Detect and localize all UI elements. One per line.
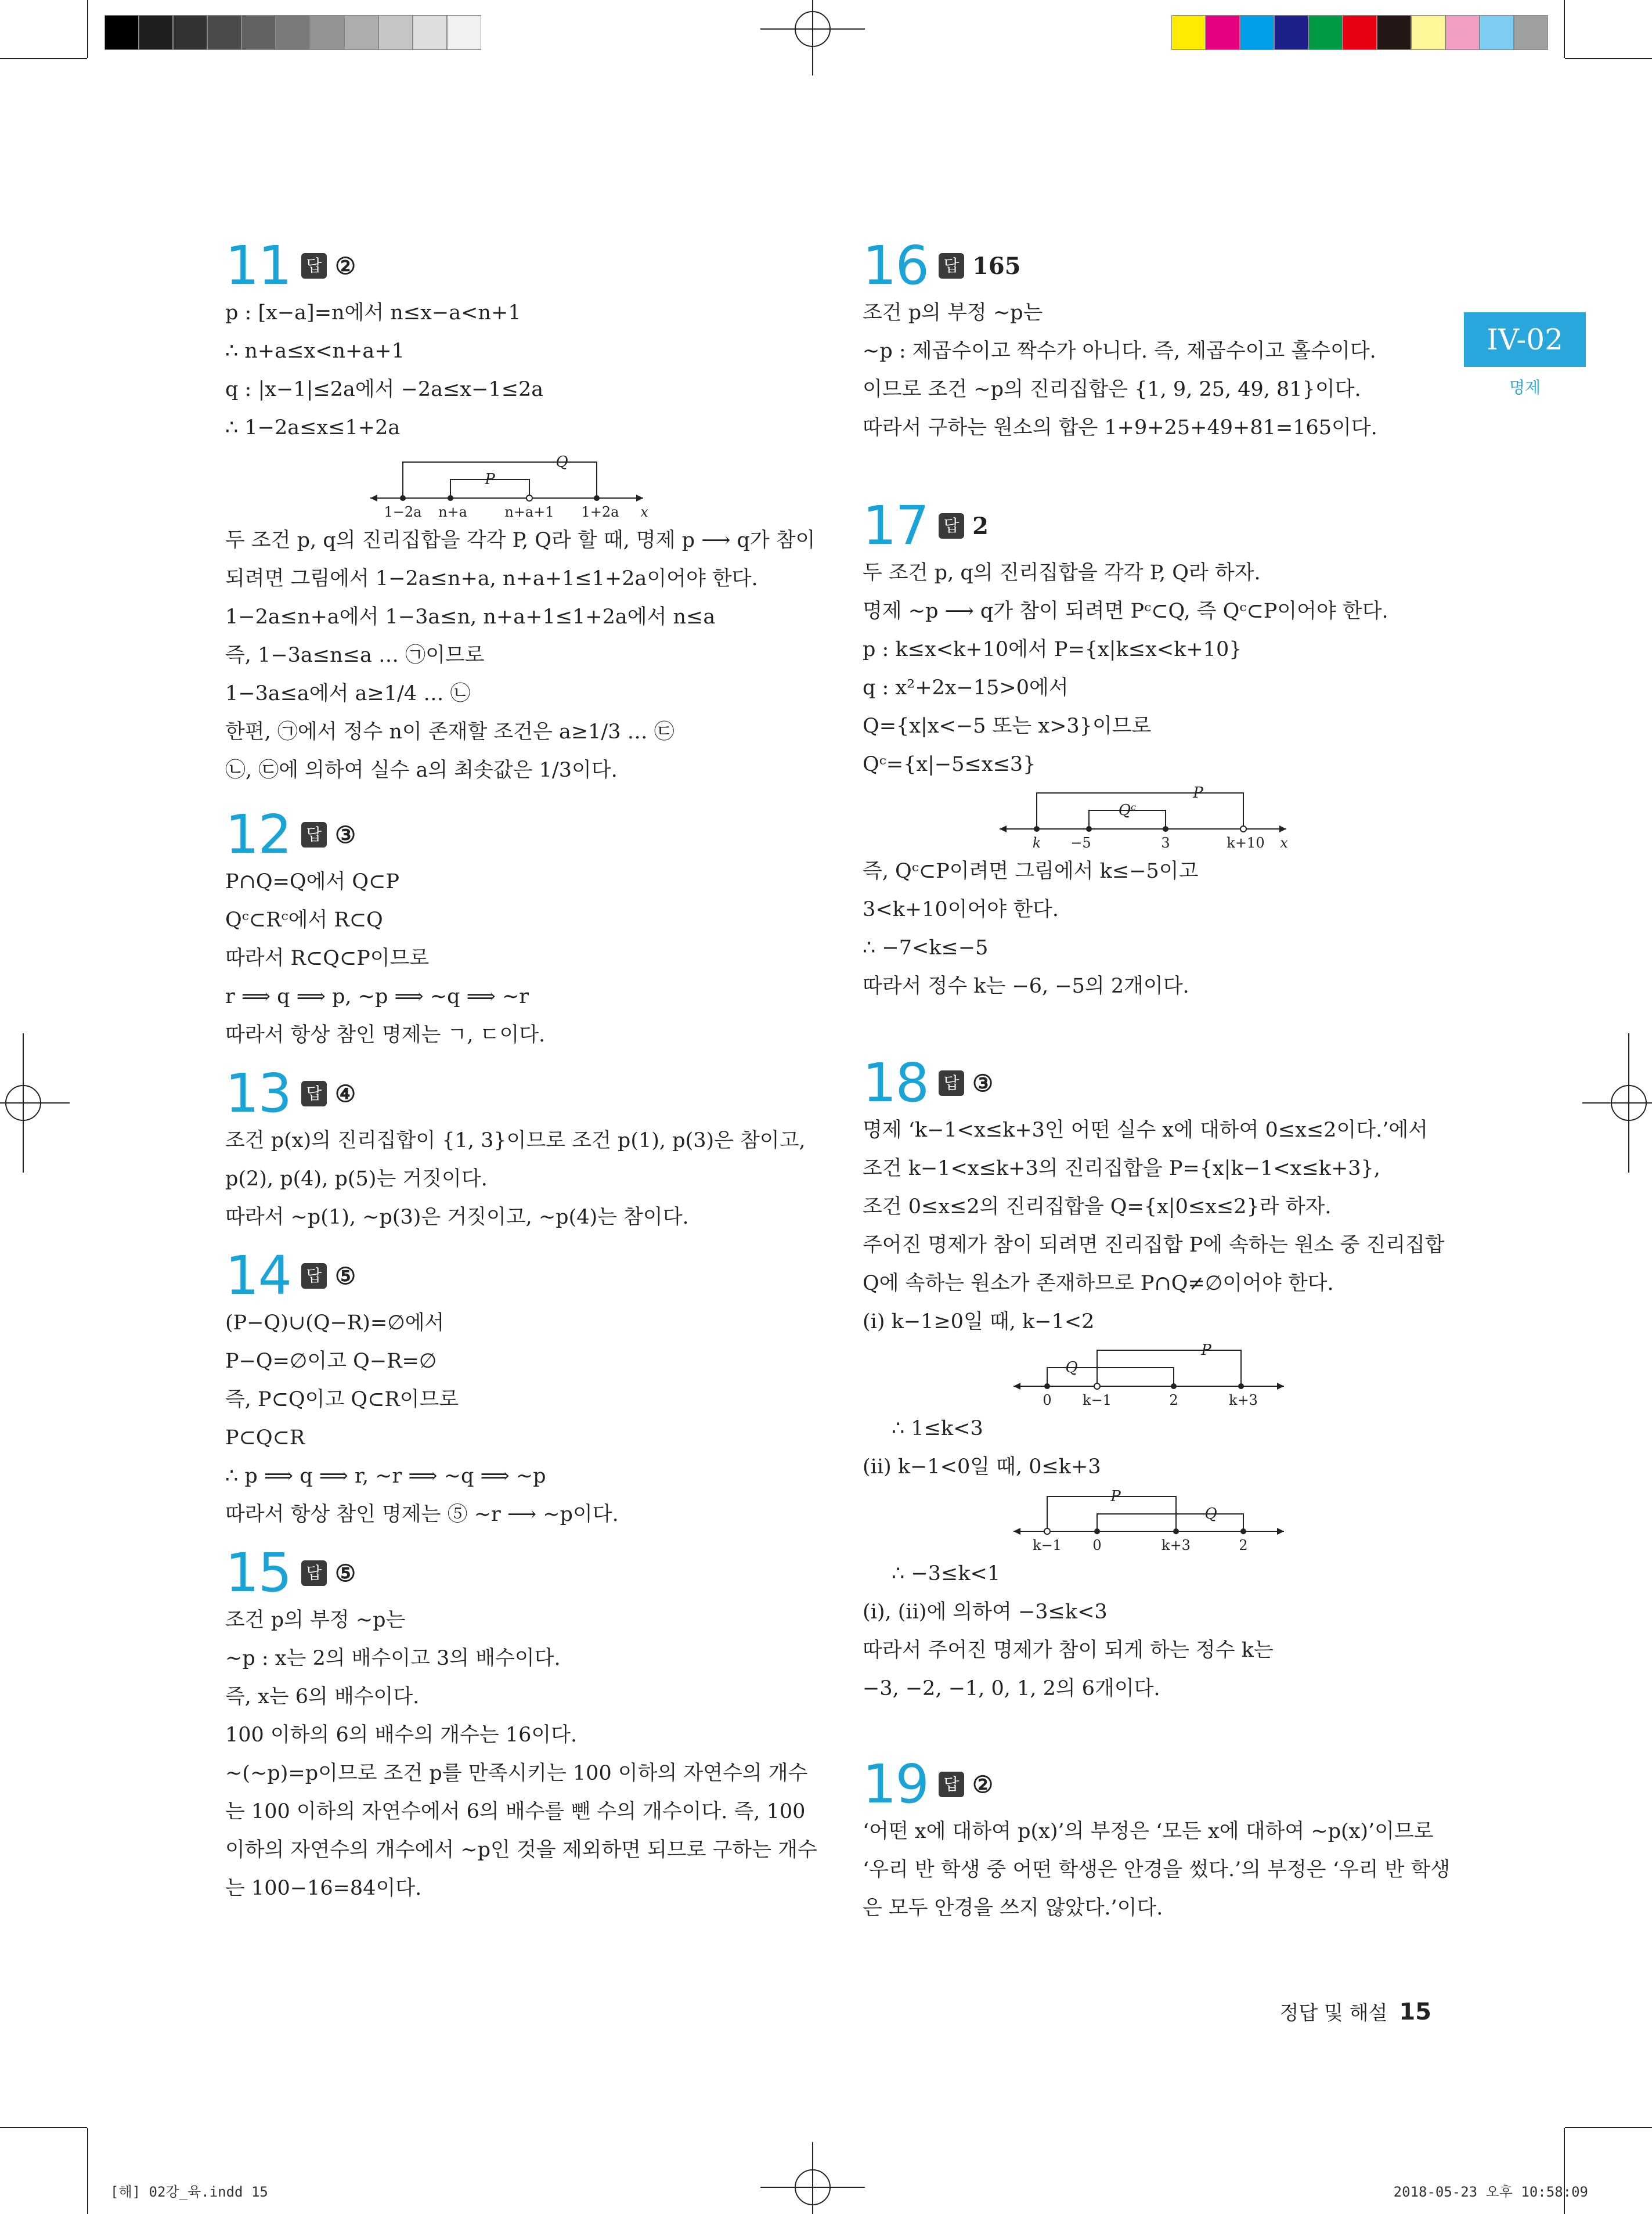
solution-line: 한편, ㉠에서 정수 n이 존재할 조건은 a≥1/3 … ㉢ [225,720,674,744]
problem-14 [225,1245,806,1534]
solution-line: ~p : 제곱수이고 짝수가 아니다. 즉, 제곱수이고 홀수이다. [863,340,1376,363]
color-swatch [276,15,310,50]
solution-line: 따라서 주어진 명제가 참이 되게 하는 정수 k는 [863,1639,1274,1662]
solution-line: p : [x−a]=n에서 n≤x−a<n+1 [225,301,521,324]
answer-badge: 답 [939,1772,964,1797]
set-label: Q [556,453,568,471]
crop-mark [0,58,87,59]
solution-line: ‘우리 반 학생 중 어떤 학생은 안경을 썼다.’의 부정은 ‘우리 반 학생 [863,1858,1451,1881]
problem-11 [225,235,816,789]
solution-line: 명제 ‘k−1<x≤k+3인 어떤 실수 x에 대하여 0≤x≤2이다.’에서 [863,1119,1428,1142]
color-swatch [104,15,139,50]
number-line-diagram [863,1488,1443,1552]
crop-mark [1565,2127,1652,2128]
solution-line: r ⟹ q ⟹ p, ~p ⟹ ~q ⟹ ~r [225,985,529,1008]
page-number: 15 [1399,1999,1431,2025]
solution-line: 조건 0≤x≤2의 진리집합을 Q={x|0≤x≤2}라 하자. [863,1195,1332,1218]
solution-line: q : |x−1|≤2a에서 −2a≤x−1≤2a [225,378,544,401]
solution-line: 조건 p(x)의 진리집합이 {1, 3}이므로 조건 p(1), p(3)은 참이고, [225,1129,806,1152]
solution-line: (i) k−1≥0일 때, k−1<2 [863,1310,1095,1333]
tick-label: 2 [1169,1392,1178,1407]
axis-label: x [640,504,648,519]
problem-number: 14 [225,1245,291,1307]
tick-label: k−1 [1083,1392,1112,1407]
solution-line: ∴ 1≤k<3 [892,1417,983,1440]
answer-value: ③ [335,821,356,849]
set-label: Q [1204,1505,1217,1523]
crop-mark [0,2127,87,2128]
set-label: Q [1065,1359,1078,1376]
problem-17 [863,495,1443,1005]
tick-label: k−1 [1033,1537,1062,1552]
answer-badge: 답 [939,1070,964,1096]
problem-16 [863,235,1443,447]
answer-value: ④ [335,1080,356,1108]
color-swatch [1377,15,1411,50]
solution-line: 조건 p의 부정 ~p는 [863,301,1043,324]
solution-line: P−Q=∅이고 Q−R=∅ [225,1350,437,1373]
solution-line: ∴ −3≤k<1 [892,1562,1001,1585]
solution-line: 되려면 그림에서 1−2a≤n+a, n+a+1≤1+2a이어야 한다. [225,567,758,590]
section-label: 명제 [1509,378,1541,397]
problem-15 [225,1542,817,1907]
color-swatch [447,15,481,50]
color-swatch [413,15,447,50]
solution-line: 조건 p의 부정 ~p는 [225,1609,406,1632]
left-column [225,235,817,1907]
solution-line: 즉, P⊂Q이고 Q⊂R이므로 [225,1388,459,1411]
solution-line: ~p : x는 2의 배수이고 3의 배수이다. [225,1647,561,1670]
color-swatch [344,15,378,50]
answer-value: ⑤ [335,1559,356,1587]
solution-line: 명제 ~p ⟶ q가 참이 되려면 Pᶜ⊂Q, 즉 Qᶜ⊂P이어야 한다. [863,600,1388,623]
answer-badge: 답 [939,513,964,539]
tick-label: −5 [1070,835,1091,850]
registration-mark-icon [1582,1033,1652,1173]
registration-mark-icon [760,2142,865,2214]
problem-12 [225,803,806,1054]
number-line-diagram [863,1343,1443,1407]
solution-line: 1−3a≤a에서 a≥1/4 … ㉡ [225,682,471,705]
solution-line: ㉡, ㉢에 의하여 실수 a의 최솟값은 1/3이다. [225,759,618,782]
color-swatch [207,15,241,50]
solution-line: p(2), p(4), p(5)는 거짓이다. [225,1167,488,1191]
crop-mark [87,2128,88,2214]
solution-line: 3<k+10이어야 한다. [863,898,1059,921]
solution-line: 따라서 항상 참인 명제는 ⑤ ~r ⟶ ~p이다. [225,1503,619,1526]
solution-line: q : x²+2x−15>0에서 [863,676,1069,699]
axis-label: x [1280,835,1288,850]
tick-label: 0 [1092,1537,1102,1552]
solution-line: (ii) k−1<0일 때, 0≤k+3 [863,1455,1101,1479]
answer-badge: 답 [301,822,327,848]
solution-line: 따라서 구하는 원소의 합은 1+9+25+49+81=165이다. [863,416,1377,439]
solution-line: 두 조건 p, q의 진리집합을 각각 P, Q라 할 때, 명제 p ⟶ q가 참이 [225,529,816,552]
tick-label: k+3 [1229,1392,1258,1407]
solution-line: 따라서 R⊂Q⊂P이므로 [225,947,430,970]
solution-line: Qᶜ⊂Rᶜ에서 R⊂Q [225,908,383,932]
solution-line: P∩Q=Q에서 Q⊂P [225,870,399,893]
solution-line: ‘어떤 x에 대하여 p(x)’의 부정은 ‘모든 x에 대하여 ~p(x)’이므로 [863,1820,1434,1843]
solution-line: 두 조건 p, q의 진리집합을 각각 P, Q라 하자. [863,561,1261,585]
number-line-diagram [863,786,1443,850]
solution-line: 즉, Qᶜ⊂P이려면 그림에서 k≤−5이고 [863,860,1199,883]
solution-line: ∴ −7<k≤−5 [863,936,989,960]
set-label: P [1201,1343,1211,1359]
set-label: P [485,471,495,488]
color-swatch [1514,15,1548,50]
answer-badge: 답 [301,1081,327,1106]
tick-label: k+10 [1227,835,1265,850]
color-swatch [310,15,344,50]
solution-line: 조건 k−1<x≤k+3의 진리집합을 P={x|k−1<x≤k+3}, [863,1157,1380,1180]
answer-value: ② [335,252,356,280]
solution-line: 이하의 자연수의 개수에서 ~p인 것을 제외하면 되므로 구하는 개수 [225,1838,817,1862]
problem-13 [225,1062,806,1236]
problem-18 [863,1052,1445,1708]
tick-label: n+a [438,504,467,519]
answer-badge: 답 [301,1263,327,1289]
color-swatch [1240,15,1274,50]
solution-line: ~(~p)=p이므로 조건 p를 만족시키는 100 이하의 자연수의 개수 [225,1762,808,1785]
solution-line: 은 모두 안경을 쓰지 않았다.’이다. [863,1896,1163,1920]
solution-line: 100 이하의 6의 배수의 개수는 16이다. [225,1723,578,1747]
solution-line: P⊂Q⊂R [225,1426,305,1449]
color-swatch [1343,15,1377,50]
file-slug-right: 2018-05-23 오후 10:58:09 [1393,2184,1588,2200]
color-swatch [1206,15,1240,50]
section-tab: IV-02 [1464,312,1586,367]
crop-mark [87,0,88,58]
color-swatch [1171,15,1206,50]
crop-mark [1565,58,1652,59]
color-swatch [378,15,413,50]
problem-19 [863,1753,1451,1927]
registration-mark-icon [760,0,865,75]
solution-line: Q에 속하는 원소가 존재하므로 P∩Q≠∅이어야 한다. [863,1272,1334,1295]
solution-line: p : k≤x<k+10에서 P={x|k≤x<k+10} [863,638,1242,661]
solution-line: (i), (ii)에 의하여 −3≤k<3 [863,1600,1108,1624]
color-swatch [1308,15,1343,50]
answer-value: 165 [972,252,1021,280]
file-slug-left: [해] 02강_육.indd 15 [110,2184,268,2200]
answer-badge: 답 [939,253,964,279]
solution-line: 따라서 ~p(1), ~p(3)은 거짓이고, ~p(4)는 참이다. [225,1206,689,1229]
solution-line: (P−Q)∪(Q−R)=∅에서 [225,1311,445,1335]
solution-line: 이므로 조건 ~p의 진리집합은 {1, 9, 25, 49, 81}이다. [863,378,1361,401]
number-line-diagram [225,449,806,519]
problem-number: 18 [863,1052,929,1114]
tick-label: 1+2a [581,504,619,519]
tick-label: 3 [1161,835,1170,850]
answer-value: ⑤ [335,1262,356,1290]
answer-badge: 답 [301,1560,327,1586]
problem-number: 16 [863,235,929,297]
tick-label: k [1032,835,1041,850]
solution-line: 즉, x는 6의 배수이다. [225,1685,420,1708]
tick-label: 0 [1043,1392,1052,1407]
problem-number: 11 [225,235,291,297]
crop-mark [1564,0,1565,58]
tick-label: 1−2a [384,504,422,519]
solution-line: 따라서 정수 k는 −6, −5의 2개이다. [863,975,1189,998]
solution-line: ∴ p ⟹ q ⟹ r, ~r ⟹ ~q ⟹ ~p [225,1465,546,1488]
set-label: Qᶜ [1118,802,1137,819]
color-swatch [139,15,173,50]
color-swatch [1480,15,1514,50]
right-column [863,235,1451,1927]
problem-number: 17 [863,495,929,557]
solution-line: ∴ n+a≤x<n+a+1 [225,340,405,363]
solution-line: 주어진 명제가 참이 되려면 진리집합 P에 속하는 원소 중 진리집합 [863,1234,1445,1257]
solution-line: 는 100−16=84이다. [225,1877,422,1900]
tick-label: k+3 [1162,1537,1191,1552]
solution-line: −3, −2, −1, 0, 1, 2의 6개이다. [863,1677,1160,1700]
solution-line: Qᶜ={x|−5≤x≤3} [863,753,1036,776]
registration-mark-icon [0,1033,70,1173]
color-swatch [1411,15,1445,50]
color-swatch [1445,15,1480,50]
color-swatch [173,15,207,50]
problem-number: 12 [225,803,291,866]
answer-badge: 답 [301,253,327,279]
tick-label: n+a+1 [504,504,554,519]
footer-label: 정답 및 해설 [1279,2002,1388,2025]
solution-line: 즉, 1−3a≤n≤a … ㉠이므로 [225,644,485,667]
color-swatch [1274,15,1308,50]
set-label: P [1110,1488,1121,1505]
answer-value: 2 [972,512,989,540]
solution-line: 1−2a≤n+a에서 1−3a≤n, n+a+1≤1+2a에서 n≤a [225,605,716,629]
answer-value: ③ [972,1069,993,1097]
solution-line: Q={x|x<−5 또는 x>3}이므로 [863,715,1152,738]
problem-number: 13 [225,1062,291,1124]
answer-value: ② [972,1771,993,1798]
solution-line: ∴ 1−2a≤x≤1+2a [225,416,401,439]
solution-line: 따라서 항상 참인 명제는 ㄱ, ㄷ이다. [225,1023,546,1047]
page-footer [1279,1997,1431,2025]
problem-number: 15 [225,1542,291,1604]
set-label: P [1193,786,1203,802]
problem-number: 19 [863,1753,929,1815]
color-swatch [241,15,276,50]
crop-mark [1564,2128,1565,2214]
tick-label: 2 [1239,1537,1248,1552]
solution-line: 는 100 이하의 자연수에서 6의 배수를 뺀 수의 개수이다. 즉, 100 [225,1800,806,1823]
